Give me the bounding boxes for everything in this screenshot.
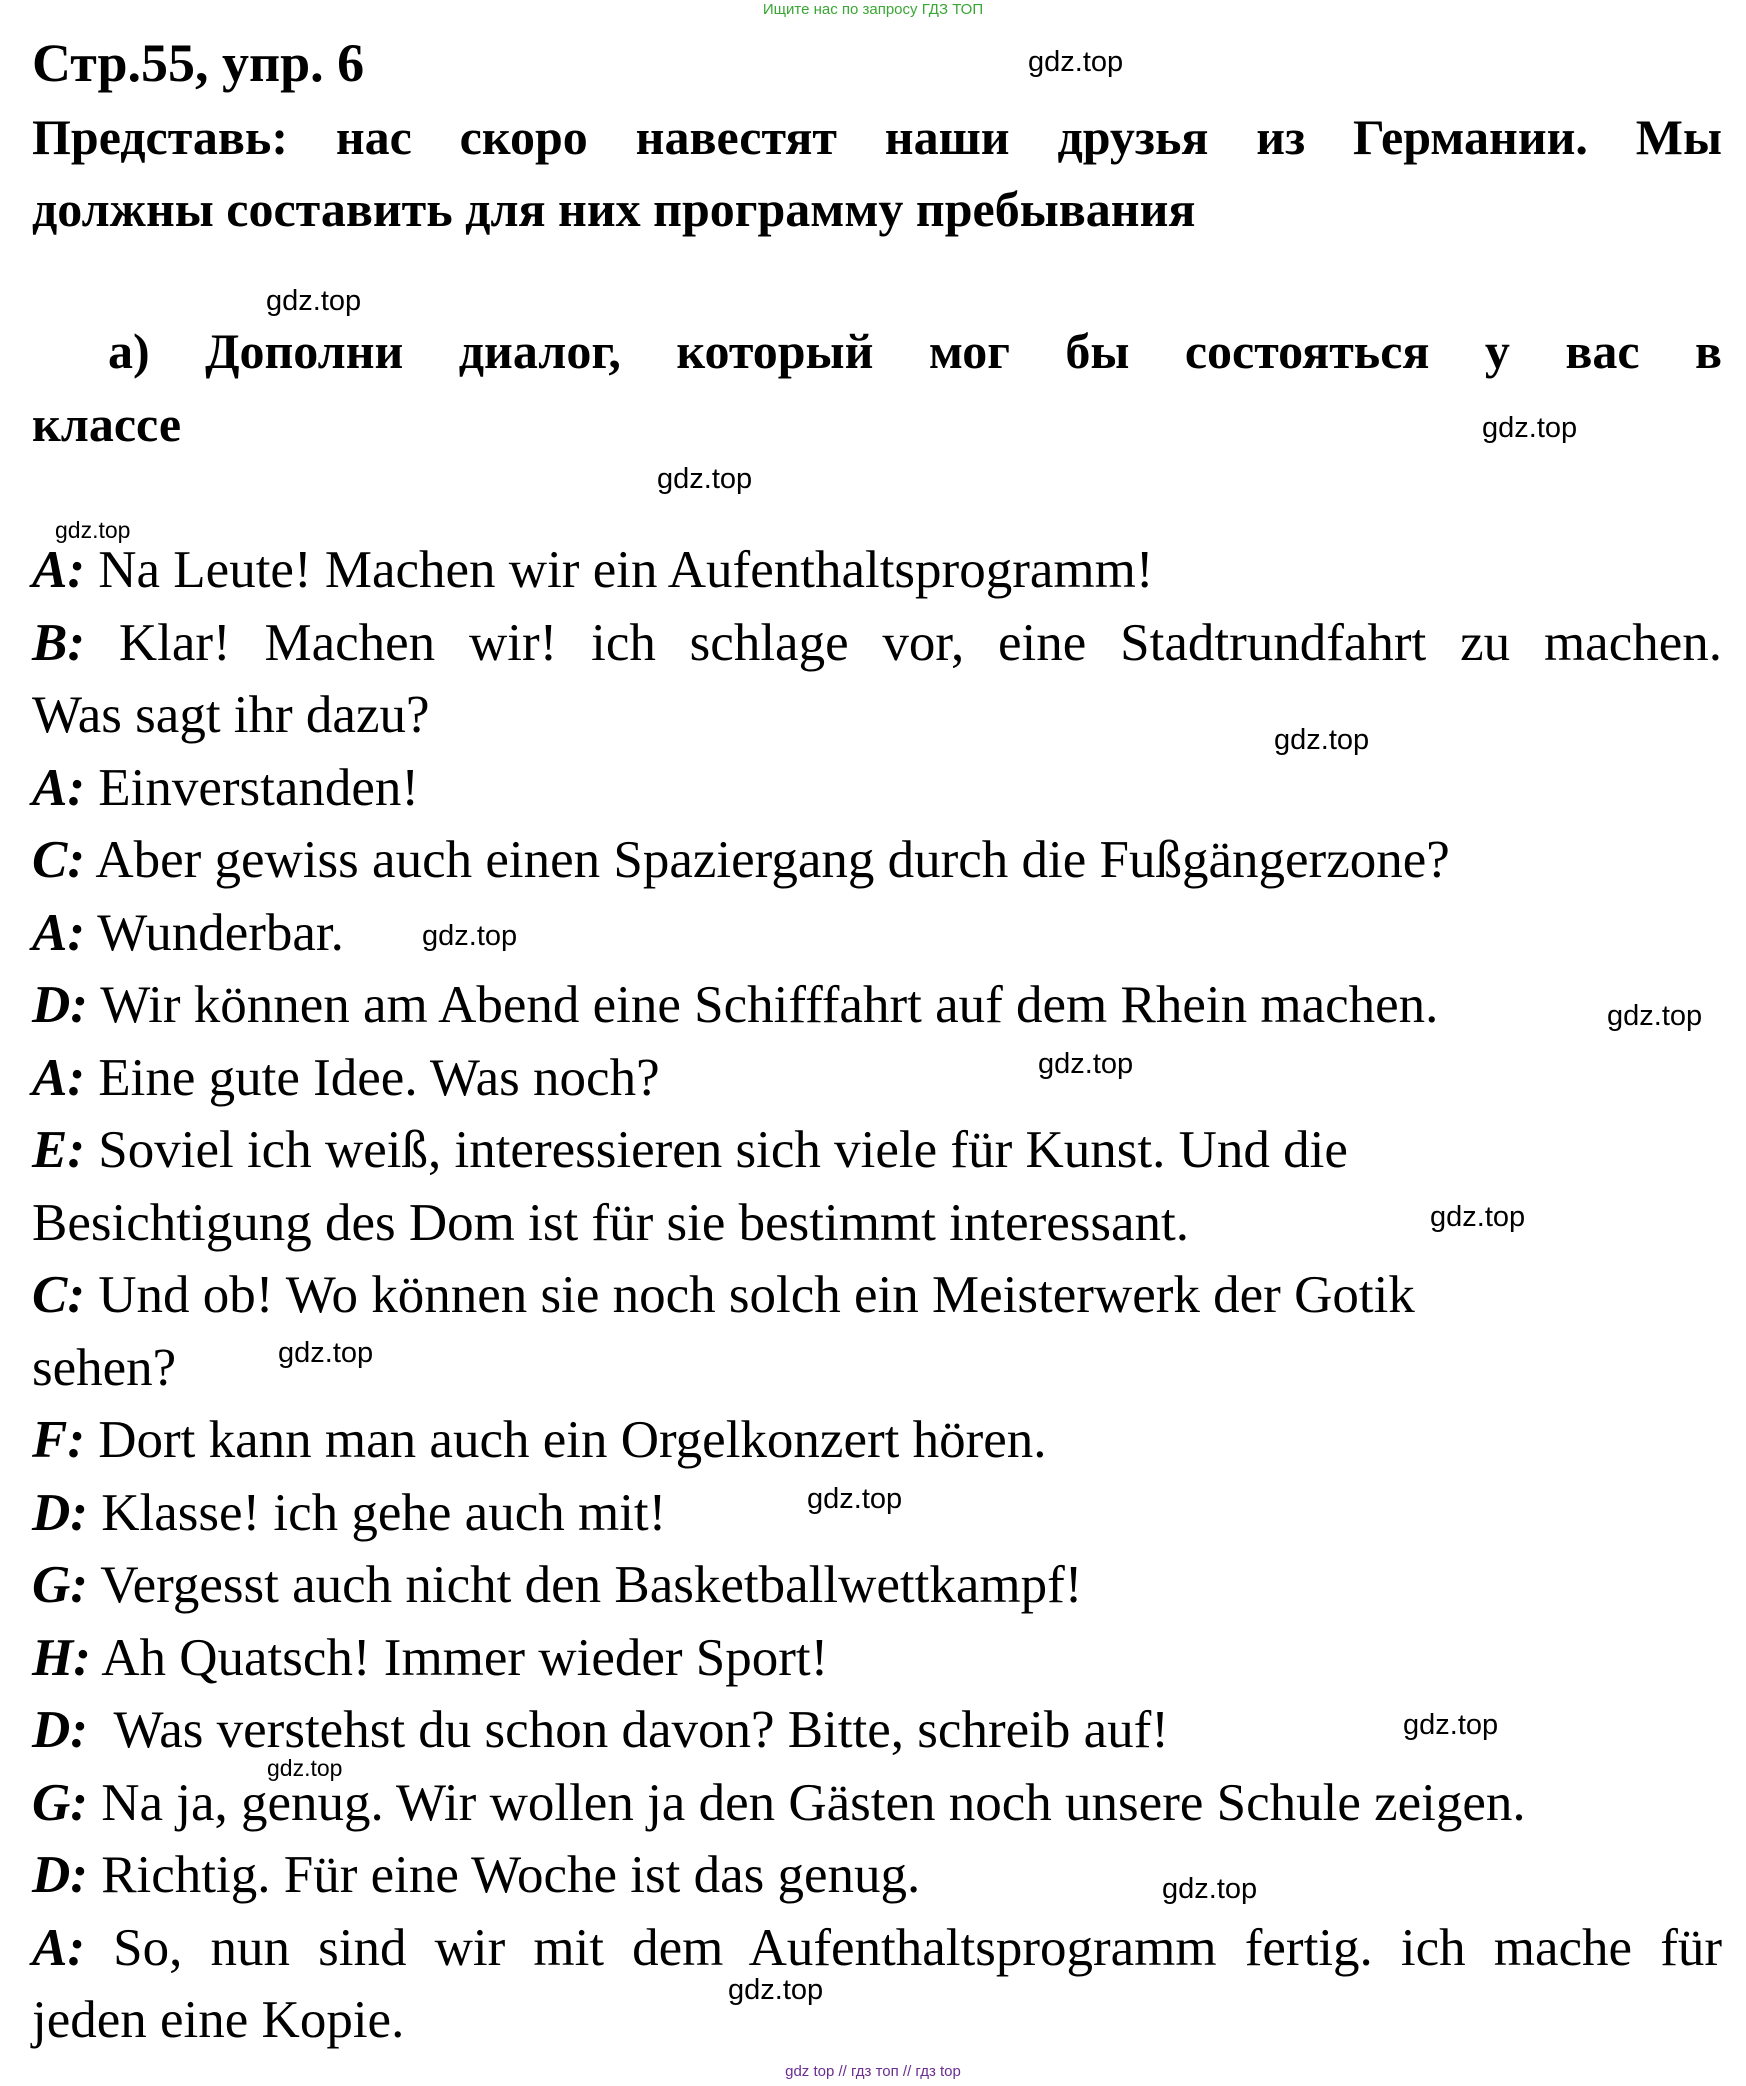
- watermark: gdz.top: [1274, 724, 1370, 756]
- speaker-label: A:: [32, 1919, 85, 1977]
- line-text: jeden eine Kopie.: [32, 1991, 405, 2049]
- watermark: gdz.top: [422, 920, 518, 952]
- dialogue-line: [32, 903, 344, 963]
- speaker-label: D:: [32, 1484, 88, 1542]
- line-text: Was verstehst du schon davon? Bitte, schreib auf!: [87, 1701, 1169, 1759]
- task-intro-line-2: должны составить для них программу пребывания: [32, 181, 1196, 237]
- line-text: Klar! Machen wir! ich schlage vor, eine Stadtrundfahrt zu machen.: [85, 614, 1722, 672]
- line-text: Was sagt ihr dazu?: [32, 686, 430, 744]
- dialogue-line: [32, 1918, 1722, 1978]
- speaker-label: G:: [32, 1556, 88, 1614]
- line-text: Soviel ich weiß, interessieren sich viele für Kunst. Und die: [85, 1121, 1348, 1179]
- speaker-label: C:: [32, 831, 85, 889]
- speaker-label: A:: [32, 1049, 85, 1107]
- speaker-label: F:: [32, 1411, 85, 1469]
- line-text: Wir können am Abend eine Schifffahrt auf dem Rhein machen.: [87, 976, 1439, 1034]
- top-note: Ищите нас по запросу ГДЗ ТОП: [762, 1, 984, 18]
- line-text: Besichtigung des Dom ist für sie bestimmt interessant.: [32, 1194, 1190, 1252]
- dialogue-line: [32, 830, 1450, 890]
- line-text: Aber gewiss auch einen Spaziergang durch die Fußgängerzone?: [85, 831, 1450, 889]
- speaker-label: H:: [32, 1629, 91, 1687]
- dialogue-line: [32, 758, 419, 818]
- subtask-line-1: а) Дополни диалог, который мог бы состояться у вас в: [108, 323, 1722, 379]
- dialogue-line: [32, 975, 1438, 1035]
- page-header: Стр.55, упр. 6: [32, 33, 365, 93]
- speaker-label: B:: [32, 614, 85, 672]
- watermark: gdz.top: [1607, 1000, 1703, 1032]
- speaker-label: C:: [32, 1266, 85, 1324]
- task-intro-line-1: Представь: нас скоро навестят наши друзья из Германии. Мы: [32, 109, 1722, 165]
- dialogue-line: [32, 1628, 828, 1688]
- watermark: gdz.top: [1038, 1048, 1134, 1080]
- line-text: Richtig. Für eine Woche ist das genug.: [87, 1846, 921, 1904]
- speaker-label: D:: [32, 1701, 88, 1759]
- speaker-label: A:: [32, 541, 85, 599]
- watermark: gdz.top: [278, 1337, 374, 1369]
- dialogue-line: [32, 1120, 1348, 1180]
- watermark: gdz.top: [266, 285, 362, 317]
- speaker-label: E:: [32, 1121, 85, 1179]
- dialogue-line: [32, 1555, 1082, 1615]
- dialogue-line: [32, 1990, 404, 2050]
- watermark: gdz.top: [807, 1483, 903, 1515]
- line-text: Ah Quatsch! Immer wieder Sport!: [90, 1629, 829, 1687]
- dialogue-line: [32, 1193, 1189, 1253]
- dialogue-line: [32, 540, 1153, 600]
- line-text: Vergesst auch nicht den Basketballwettkampf!: [87, 1556, 1083, 1614]
- dialogue-line: [32, 613, 1722, 673]
- watermark: gdz.top: [657, 463, 753, 495]
- dialogue-line: [32, 1773, 1526, 1833]
- line-text: Klasse! ich gehe auch mit!: [87, 1484, 667, 1542]
- dialogue-line: [32, 1048, 660, 1108]
- watermark: gdz.top: [267, 1755, 343, 1781]
- speaker-label: A:: [32, 759, 85, 817]
- speaker-label: D:: [32, 1846, 88, 1904]
- line-text: Na ja, genug. Wir wollen ja den Gästen noch unsere Schule zeigen.: [87, 1774, 1526, 1832]
- watermark: gdz.top: [1162, 1873, 1258, 1905]
- watermark: gdz.top: [55, 517, 131, 543]
- line-text: Und ob! Wo können sie noch solch ein Meisterwerk der Gotik: [85, 1266, 1415, 1324]
- watermark: gdz.top: [728, 1974, 824, 2006]
- line-text: Einverstanden!: [85, 759, 420, 817]
- watermark: gdz.top: [1430, 1201, 1526, 1233]
- watermark: gdz.top: [1028, 46, 1124, 78]
- line-text: So, nun sind wir mit dem Aufenthaltsprogramm fertig. ich mache für: [85, 1919, 1722, 1977]
- speaker-label: A:: [32, 904, 85, 962]
- dialogue-line: [32, 1338, 176, 1398]
- line-text: Wunderbar.: [85, 904, 344, 962]
- dialogue-line: [32, 1845, 920, 1905]
- line-text: Eine gute Idee. Was noch?: [85, 1049, 660, 1107]
- speaker-label: D:: [32, 976, 88, 1034]
- line-text: Na Leute! Machen wir ein Aufenthaltsprogramm!: [85, 541, 1154, 599]
- footer-note: gdz top // гдз топ // гдз top: [785, 2063, 961, 2080]
- dialogue-line: [32, 1410, 1047, 1470]
- dialogue-line: [32, 1265, 1415, 1325]
- line-text: Dort kann man auch ein Orgelkonzert hören.: [85, 1411, 1047, 1469]
- subtask-line-2: классе: [32, 396, 182, 452]
- dialogue-line: [32, 685, 430, 745]
- watermark: gdz.top: [1482, 412, 1578, 444]
- dialogue-line: [32, 1483, 666, 1543]
- speaker-label: G:: [32, 1774, 88, 1832]
- watermark: gdz.top: [1403, 1709, 1499, 1741]
- dialogue-line: [32, 1700, 1169, 1760]
- line-text: sehen?: [32, 1339, 177, 1397]
